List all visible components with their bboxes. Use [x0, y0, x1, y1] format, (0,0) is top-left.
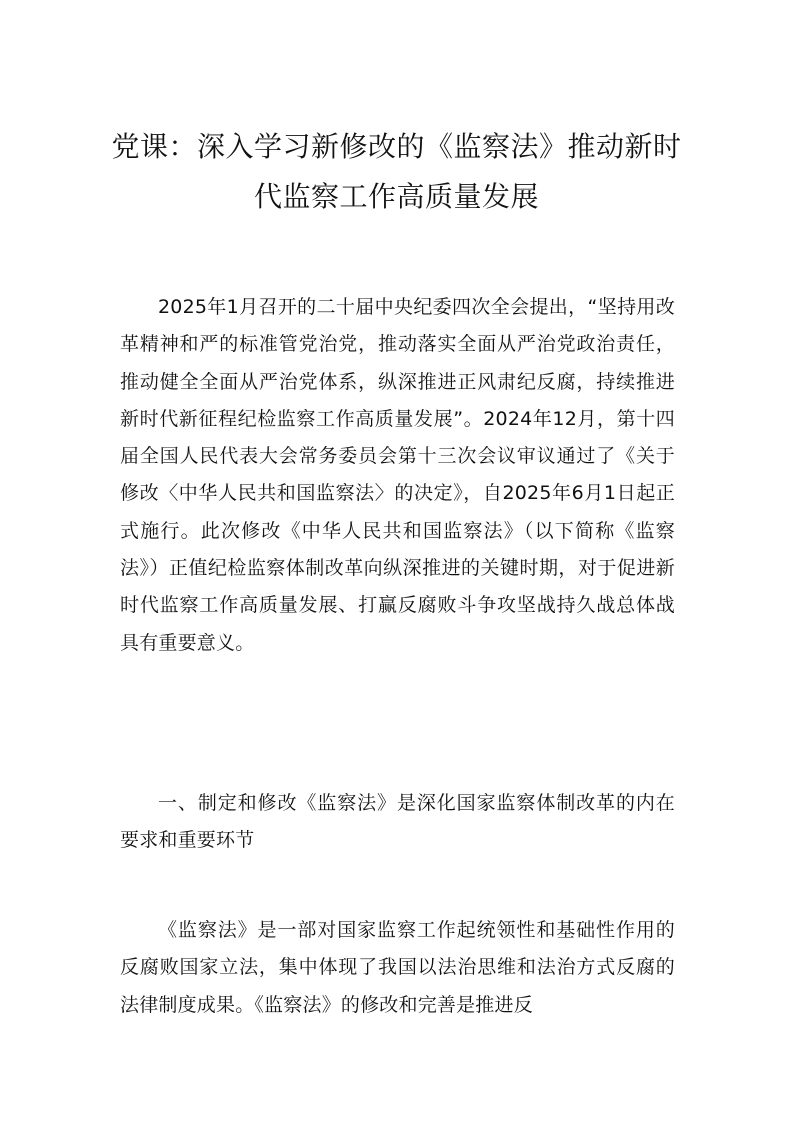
body-paragraph-section-one: 《监察法》是一部对国家监察工作起统领性和基础性作用的反腐败国家立法，集中体现了我国以法治思维和法治方式反腐的法律制度成果。《监察法》的修改和完善是推进反	[120, 919, 675, 1016]
document-title: 党课：深入学习新修改的《监察法》推动新时代监察工作高质量发展	[111, 130, 682, 213]
section-heading-one: 一、制定和修改《监察法》是深化国家监察体制改革的内在要求和重要环节	[120, 792, 675, 852]
body-paragraph-intro: 2025年1月召开的二十届中央纪委四次全会提出，“坚持用改革精神和严的标准管党治党，推动落实全面从严治党政治责任，推动健全全面从严治党体系，纵深推进正风肃纪反腐，持续推进新时代新征程纪检监察工作高质量发展”。2024年12月，第十四届全国人民代表大会常务委员会第十三次会议审议通过了《关于修改〈中华人民共和国监察法〉的决定》，自2025年6月1日起正式施行。此次修改《中华人民共和国监察法》（以下简称《监察法》）正值纪检监察体制改革向纵深推进的关键时期，对于促进新时代监察工作高质量发展、打赢反腐败斗争攻坚战持久战总体战具有重要意义。	[120, 296, 675, 654]
